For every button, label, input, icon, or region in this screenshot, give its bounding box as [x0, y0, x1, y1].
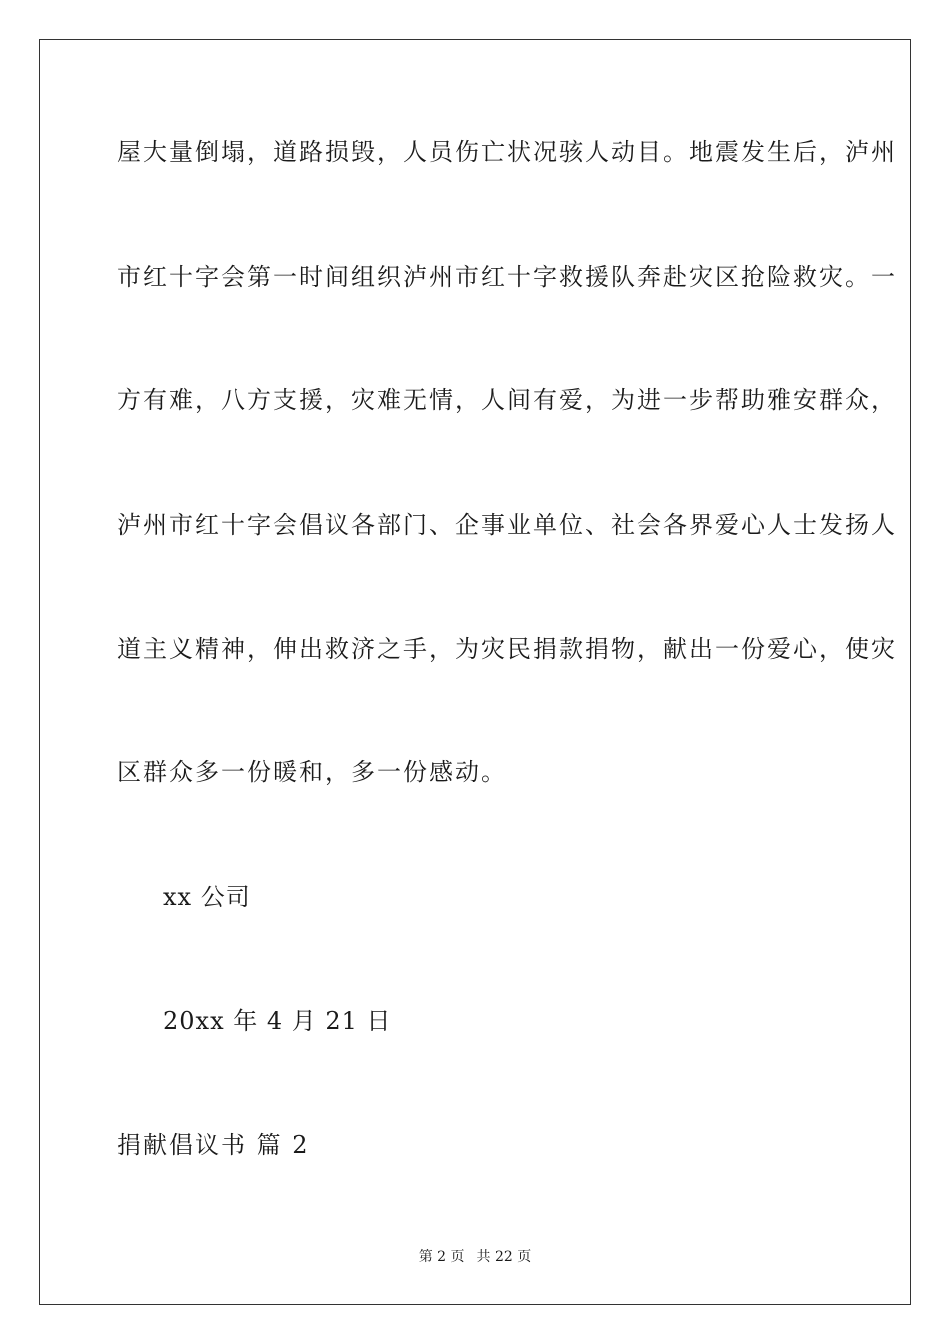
- paragraph-line-3: 方有难，八方支援，灾难无情，人间有爱，为进一步帮助雅安群众，: [117, 386, 897, 414]
- signature-date: 20xx 年 4 月 21 日: [163, 1007, 392, 1035]
- page-footer: [0, 1248, 950, 1266]
- paragraph-line-4: 泸州市红十字会倡议各部门、企事业单位、社会各界爱心人士发扬人: [117, 511, 897, 539]
- page-number: 第 2 页: [418, 1249, 465, 1265]
- page-frame: [39, 39, 911, 1305]
- paragraph-line-6: 区群众多一份暖和，多一份感动。: [117, 758, 507, 786]
- paragraph-line-2: 市红十字会第一时间组织泸州市红十字救援队奔赴灾区抢险救灾。一: [117, 263, 897, 291]
- signature-company: xx 公司: [163, 883, 251, 911]
- page-total: 共 22 页: [476, 1249, 532, 1265]
- paragraph-line-5: 道主义精神，伸出救济之手，为灾民捐款捐物，献出一份爱心，使灾: [117, 635, 897, 663]
- section-title: 捐献倡议书 篇 2: [117, 1131, 310, 1159]
- paragraph-line-1: 屋大量倒塌，道路损毁，人员伤亡状况骇人动目。地震发生后，泸州: [117, 138, 897, 166]
